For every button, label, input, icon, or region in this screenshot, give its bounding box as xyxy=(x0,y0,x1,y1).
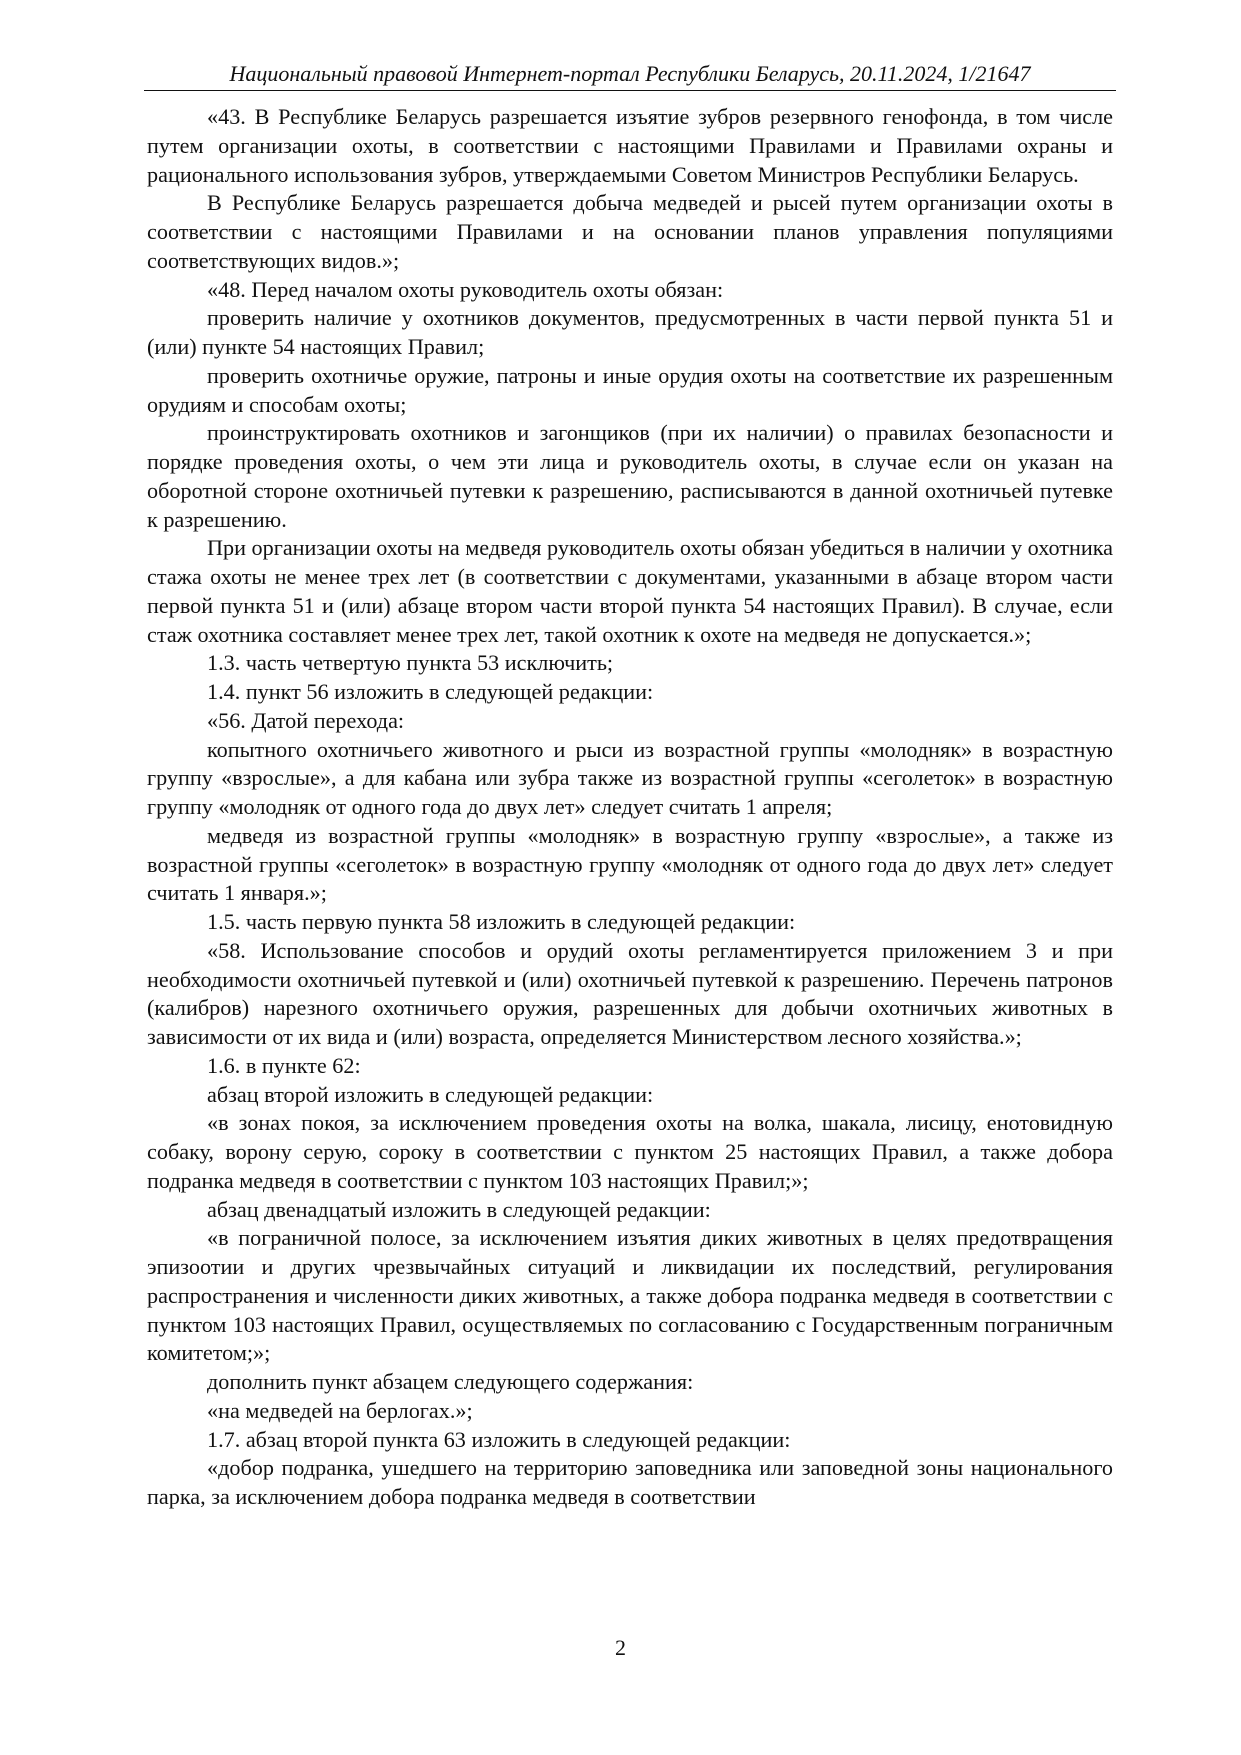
paragraph: абзац двенадцатый изложить в следующей редакции: xyxy=(207,1196,711,1222)
paragraph: «58. Использование способов и орудий охоты регламентируется приложением 3 и при необходимости охотничьей путевкой и (или) охотничьей путевкой к разрешению. Перечень патронов (калибров) нарезного охотничьего оружия, разрешенных для добычи охотничьих животных в зависимости от их вида и (или) возраста, определяется Министерством лесного хозяйства.»; xyxy=(147,937,1113,1049)
paragraph: проверить охотничье оружие, патроны и иные орудия охоты на соответствие их разрешенным орудиям и способам охоты; xyxy=(147,362,1113,417)
paragraph: «48. Перед началом охоты руководитель охоты обязан: xyxy=(207,276,724,302)
paragraph: медведя из возрастной группы «молодняк» в возрастную группу «взрослые», а также из возрастной группы «сеголеток» в возрастную группу «молодняк от одного года до двух лет» следует считать 1 января.»; xyxy=(147,822,1113,906)
paragraph: «в зонах покоя, за исключением проведения охоты на волка, шакала, лисицу, енотовидную собаку, ворону серую, сороку в соответствии с пунктом 25 настоящих Правил, а также добора подранка медведя в соответствии с пунктом 103 настоящих Правил;»; xyxy=(147,1110,1113,1193)
paragraph: В Республике Беларусь разрешается добыча медведей и рысей путем организации охоты в соответствии с настоящими Правилами и на основании планов управления популяциями соответствующих видов.»; xyxy=(147,190,1113,273)
paragraph: 1.3. часть четвертую пункта 53 исключить; xyxy=(207,650,614,676)
paragraph: 1.6. в пункте 62: xyxy=(207,1052,361,1078)
paragraph: «на медведей на берлогах.»; xyxy=(207,1397,473,1423)
paragraph: 1.4. пункт 56 изложить в следующей редакции: xyxy=(207,679,654,704)
header-divider xyxy=(144,90,1116,91)
page-number: 2 xyxy=(615,1635,626,1660)
paragraph: дополнить пункт абзацем следующего содержания: xyxy=(207,1369,694,1394)
document-source-header: Национальный правовой Интернет-портал Республики Беларусь, 20.11.2024, 1/21647 xyxy=(229,61,1031,86)
paragraph: копытного охотничьего животного и рыси из возрастной группы «молодняк» в возрастную группу «взрослые», а для кабана или зубра также из возрастной группы «сеголеток» в возрастную группу «молодняк от одного года до двух лет» следует считать 1 апреля; xyxy=(147,736,1113,819)
paragraph: 1.5. часть первую пункта 58 изложить в следующей редакции: xyxy=(207,909,796,934)
paragraph: абзац второй изложить в следующей редакции: xyxy=(207,1081,654,1107)
paragraph: «в пограничной полосе, за исключением изъятия диких животных в целях предотвращения эпизоотии и других чрезвычайных ситуаций и ликвидации их последствий, регулирования распространения и численности диких животных, а также добора подранка медведя в соответствии с пунктом 103 настоящих Правил, осуществляемых по согласованию с Государственным пограничным комитетом;»; xyxy=(147,1225,1113,1366)
document-body xyxy=(147,103,1113,1512)
paragraph: При организации охоты на медведя руководитель охоты обязан убедиться в наличии у охотника стажа охоты не менее трех лет (в соответствии с документами, указанными в абзаце втором части первой пункта 51 и (или) абзаце втором части второй пункта 54 настоящих Правил). В случае, если стаж охотника составляет менее трех лет, такой охотник к охоте на медведя не допускается.»; xyxy=(147,535,1113,647)
paragraph: «56. Датой перехода: xyxy=(207,707,405,733)
paragraph: проинструктировать охотников и загонщиков (при их наличии) о правилах безопасности и порядке проведения охоты, о чем эти лица и руководитель охоты, в случае если он указан на оборотной стороне охотничьей путевки к разрешению, расписываются в данной охотничьей путевке к разрешению. xyxy=(147,420,1113,532)
paragraph: проверить наличие у охотников документов, предусмотренных в части первой пункта 51 и (или) пункте 54 настоящих Правил; xyxy=(147,305,1113,359)
paragraph: 1.7. абзац второй пункта 63 изложить в следующей редакции: xyxy=(207,1426,791,1452)
paragraph: «добор подранка, ушедшего на территорию заповедника или заповедной зоны национального парка, за исключением добора подранка медведя в соответствии xyxy=(147,1455,1113,1509)
paragraph: «43. В Республике Беларусь разрешается изъятие зубров резервного генофонда, в том числе путем организации охоты, в соответствии с настоящими Правилами и Правилами охраны и рационального использования зубров, утверждаемыми Советом Министров Республики Беларусь. xyxy=(147,104,1113,187)
